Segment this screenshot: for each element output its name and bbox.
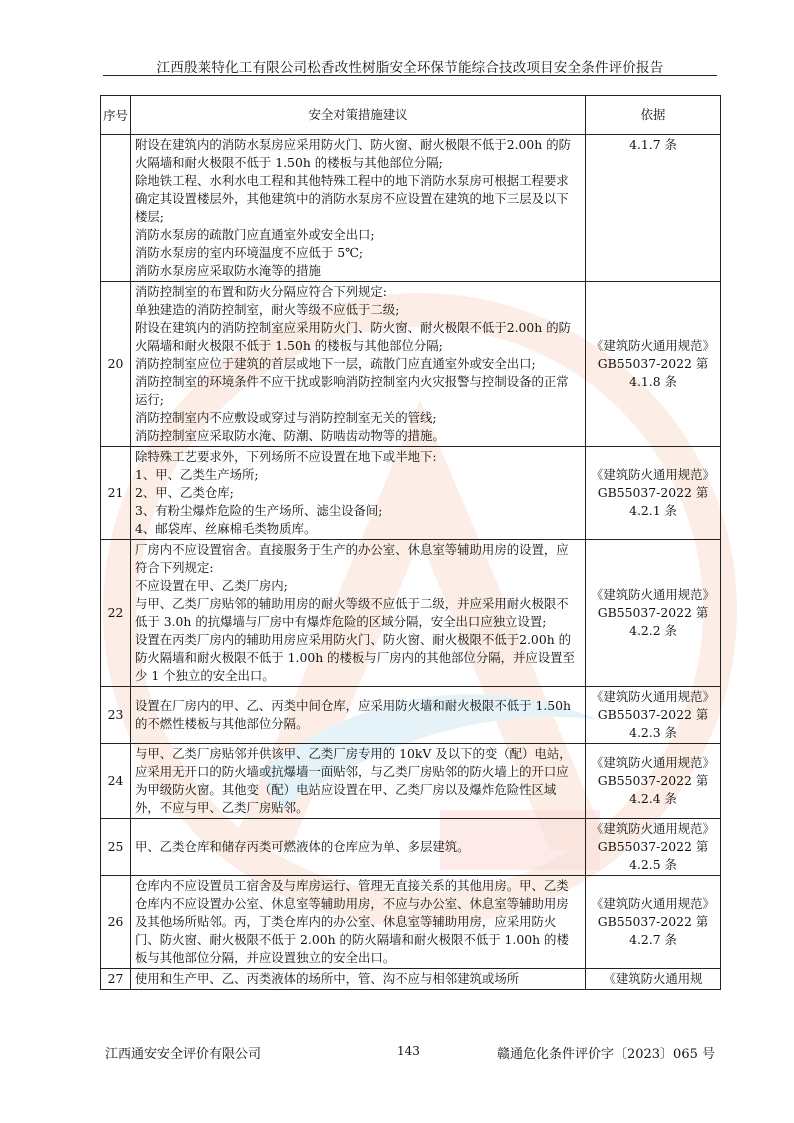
header-basis: 依据 xyxy=(586,96,721,135)
measure-line: 与甲、乙类厂房贴邻的辅助用房的耐火等级不应低于二级，并应采用耐火极限不低于 3.0h 的抗爆墙与厂房中有爆炸危险的区域分隔，安全出口应独立设置; xyxy=(135,596,569,629)
table-row xyxy=(101,135,721,282)
measure-line: 1、甲、乙类生产场所; xyxy=(135,467,259,482)
row-number xyxy=(101,135,131,282)
basis-text: 《建筑防火通用规范》GB55037-2022 第 4.2.7 条 xyxy=(586,876,721,969)
measure-line: 消防控制室应位于建筑的首层或地下一层，疏散门应直通室外或安全出口; xyxy=(135,356,536,371)
footer-company: 江西通安安全评价有限公司 xyxy=(105,1047,262,1062)
basis-text: 《建筑防火通用规 xyxy=(586,969,721,990)
basis-text: 《建筑防火通用规范》GB55037-2022 第 4.1.8 条 xyxy=(586,282,721,447)
measure-text xyxy=(131,876,586,969)
header-no: 序号 xyxy=(101,96,131,135)
basis-text: 《建筑防火通用规范》GB55037-2022 第 4.2.5 条 xyxy=(586,819,721,876)
measure-line: 设置在丙类厂房内的辅助用房应采用防火门、防火窗、耐火极限不低于2.00h 的防火隔墙和耐火极限不低于 1.00h 的楼板与厂房内的其他部位分隔，并应设置至少 1 个独立的安全出口。 xyxy=(135,632,575,683)
measure-line: 消防水泵房的疏散门应直通室外或安全出口; xyxy=(135,227,375,242)
basis-text: 《建筑防火通用规范》GB55037-2022 第 4.2.2 条 xyxy=(586,540,721,687)
table-body xyxy=(101,135,721,990)
measure-text xyxy=(131,282,586,447)
table-row xyxy=(101,819,721,876)
basis-text: 《建筑防火通用规范》GB55037-2022 第 4.2.4 条 xyxy=(586,744,721,819)
table-row xyxy=(101,282,721,447)
table-row xyxy=(101,969,721,990)
footer-doc-number: 赣通危化条件评价字〔2023〕065 号 xyxy=(496,1047,715,1062)
table-row xyxy=(101,687,721,744)
measure-line: 甲、乙类仓库和储存丙类可燃液体的仓库应为单、多层建筑。 xyxy=(135,839,470,854)
header-measure: 安全对策措施建议 xyxy=(131,96,586,135)
measure-text xyxy=(131,135,586,282)
measure-text xyxy=(131,819,586,876)
measure-line: 除地铁工程、水利水电工程和其他特殊工程中的地下消防水泵房可根据工程要求确定其设置楼层外，其他建筑中的消防水泵房不应设置在建筑的地下三层及以下楼层; xyxy=(135,173,569,224)
basis-text: 《建筑防火通用规范》GB55037-2022 第 4.2.1 条 xyxy=(586,447,721,540)
row-number: 25 xyxy=(101,819,131,876)
measure-line: 厂房内不应设置宿舍。直接服务于生产的办公室、休息室等辅助用房的设置，应符合下列规定: xyxy=(135,542,569,575)
measure-text xyxy=(131,744,586,819)
row-number: 24 xyxy=(101,744,131,819)
row-number: 26 xyxy=(101,876,131,969)
row-number: 22 xyxy=(101,540,131,687)
measure-line: 消防控制室的环境条件不应干扰或影响消防控制室内火灾报警与控制设备的正常运行; xyxy=(135,374,569,407)
measure-line: 附设在建筑内的消防控制室应采用防火门、防火窗、耐火极限不低于2.00h 的防火隔墙和耐火极限不低于 1.50h 的楼板与其他部位分隔; xyxy=(135,320,572,353)
row-number: 21 xyxy=(101,447,131,540)
basis-text: 《建筑防火通用规范》GB55037-2022 第 4.2.3 条 xyxy=(586,687,721,744)
footer-page-number: 143 xyxy=(397,1044,420,1058)
measure-line: 除特殊工艺要求外，下列场所不应设置在地下或半地下: xyxy=(135,449,437,464)
basis-text: 4.1.7 条 xyxy=(586,135,721,282)
table-row xyxy=(101,540,721,687)
measure-line: 4、邮袋库、丝麻棉毛类物质库。 xyxy=(135,521,317,536)
table-row xyxy=(101,876,721,969)
measure-text xyxy=(131,969,586,990)
measure-line: 消防控制室应采取防水淹、防潮、防啮齿动物等的措施。 xyxy=(135,428,445,443)
measure-line: 使用和生产甲、乙、丙类液体的场所中，管、沟不应与相邻建筑或场所 xyxy=(135,971,520,986)
measure-line: 消防水泵房的室内环境温度不应低于 5℃; xyxy=(135,245,364,260)
measure-line: 消防控制室内不应敷设或穿过与消防控制室无关的管线; xyxy=(135,410,437,425)
measure-line: 设置在厂房内的甲、乙、丙类中间仓库，应采用防火墙和耐火极限不低于 1.50h 的不燃性楼板与其他部位分隔。 xyxy=(135,698,572,731)
measure-line: 不应设置在甲、乙类厂房内; xyxy=(135,578,288,593)
header-divider xyxy=(103,75,717,76)
measure-line: 消防水泵房应采取防水淹等的措施 xyxy=(135,263,321,278)
row-number: 23 xyxy=(101,687,131,744)
measure-text xyxy=(131,540,586,687)
measure-line: 附设在建筑内的消防水泵房应采用防火门、防火窗、耐火极限不低于2.00h 的防火隔墙和耐火极限不低于 1.50h 的楼板与其他部位分隔; xyxy=(135,137,572,170)
table-header-row xyxy=(101,96,721,135)
measure-line: 仓库内不应设置员工宿舍及与库房运行、管理无直接关系的其他用房。甲、乙类仓库内不应设置办公室、休息室等辅助用房，不应与办公室、休息室等辅助用房及其他场所贴邻。丙，丁类仓库内的办公室、休息室等辅助用房，应采用防火门、防火窗、耐火极限不低于 2.00h 的防火隔墙和耐火极限不低于 1.00h 的楼板与其他部位分隔，并应设置独立的安全出口。 xyxy=(135,878,569,965)
row-number: 27 xyxy=(101,969,131,990)
measure-line: 与甲、乙类厂房贴邻并供该甲、乙类厂房专用的 10kV 及以下的变（配）电站，应采用无开口的防火墙或抗爆墙一面贴邻，与乙类厂房贴邻的防火墙上的开口应为甲级防火窗。其他变（配）电站应设置在甲、乙类厂房以及爆炸危险性区域外，不应与甲、乙类厂房贴邻。 xyxy=(135,746,572,815)
table-row xyxy=(101,744,721,819)
measure-text xyxy=(131,447,586,540)
row-number: 20 xyxy=(101,282,131,447)
table-row xyxy=(101,447,721,540)
page-header-title: 江西殷莱特化工有限公司松香改性树脂安全环保节能综合技改项目安全条件评价报告 xyxy=(156,60,664,76)
measure-text xyxy=(131,687,586,744)
measure-line: 3、有粉尘爆炸危险的生产场所、滤尘设备间; xyxy=(135,503,383,518)
measures-table xyxy=(100,95,721,990)
measure-line: 2、甲、乙类仓库; xyxy=(135,485,234,500)
measure-line: 消防控制室的布置和防火分隔应符合下列规定: xyxy=(135,284,387,299)
measure-line: 单独建造的消防控制室，耐火等级不应低于二级; xyxy=(135,302,400,317)
